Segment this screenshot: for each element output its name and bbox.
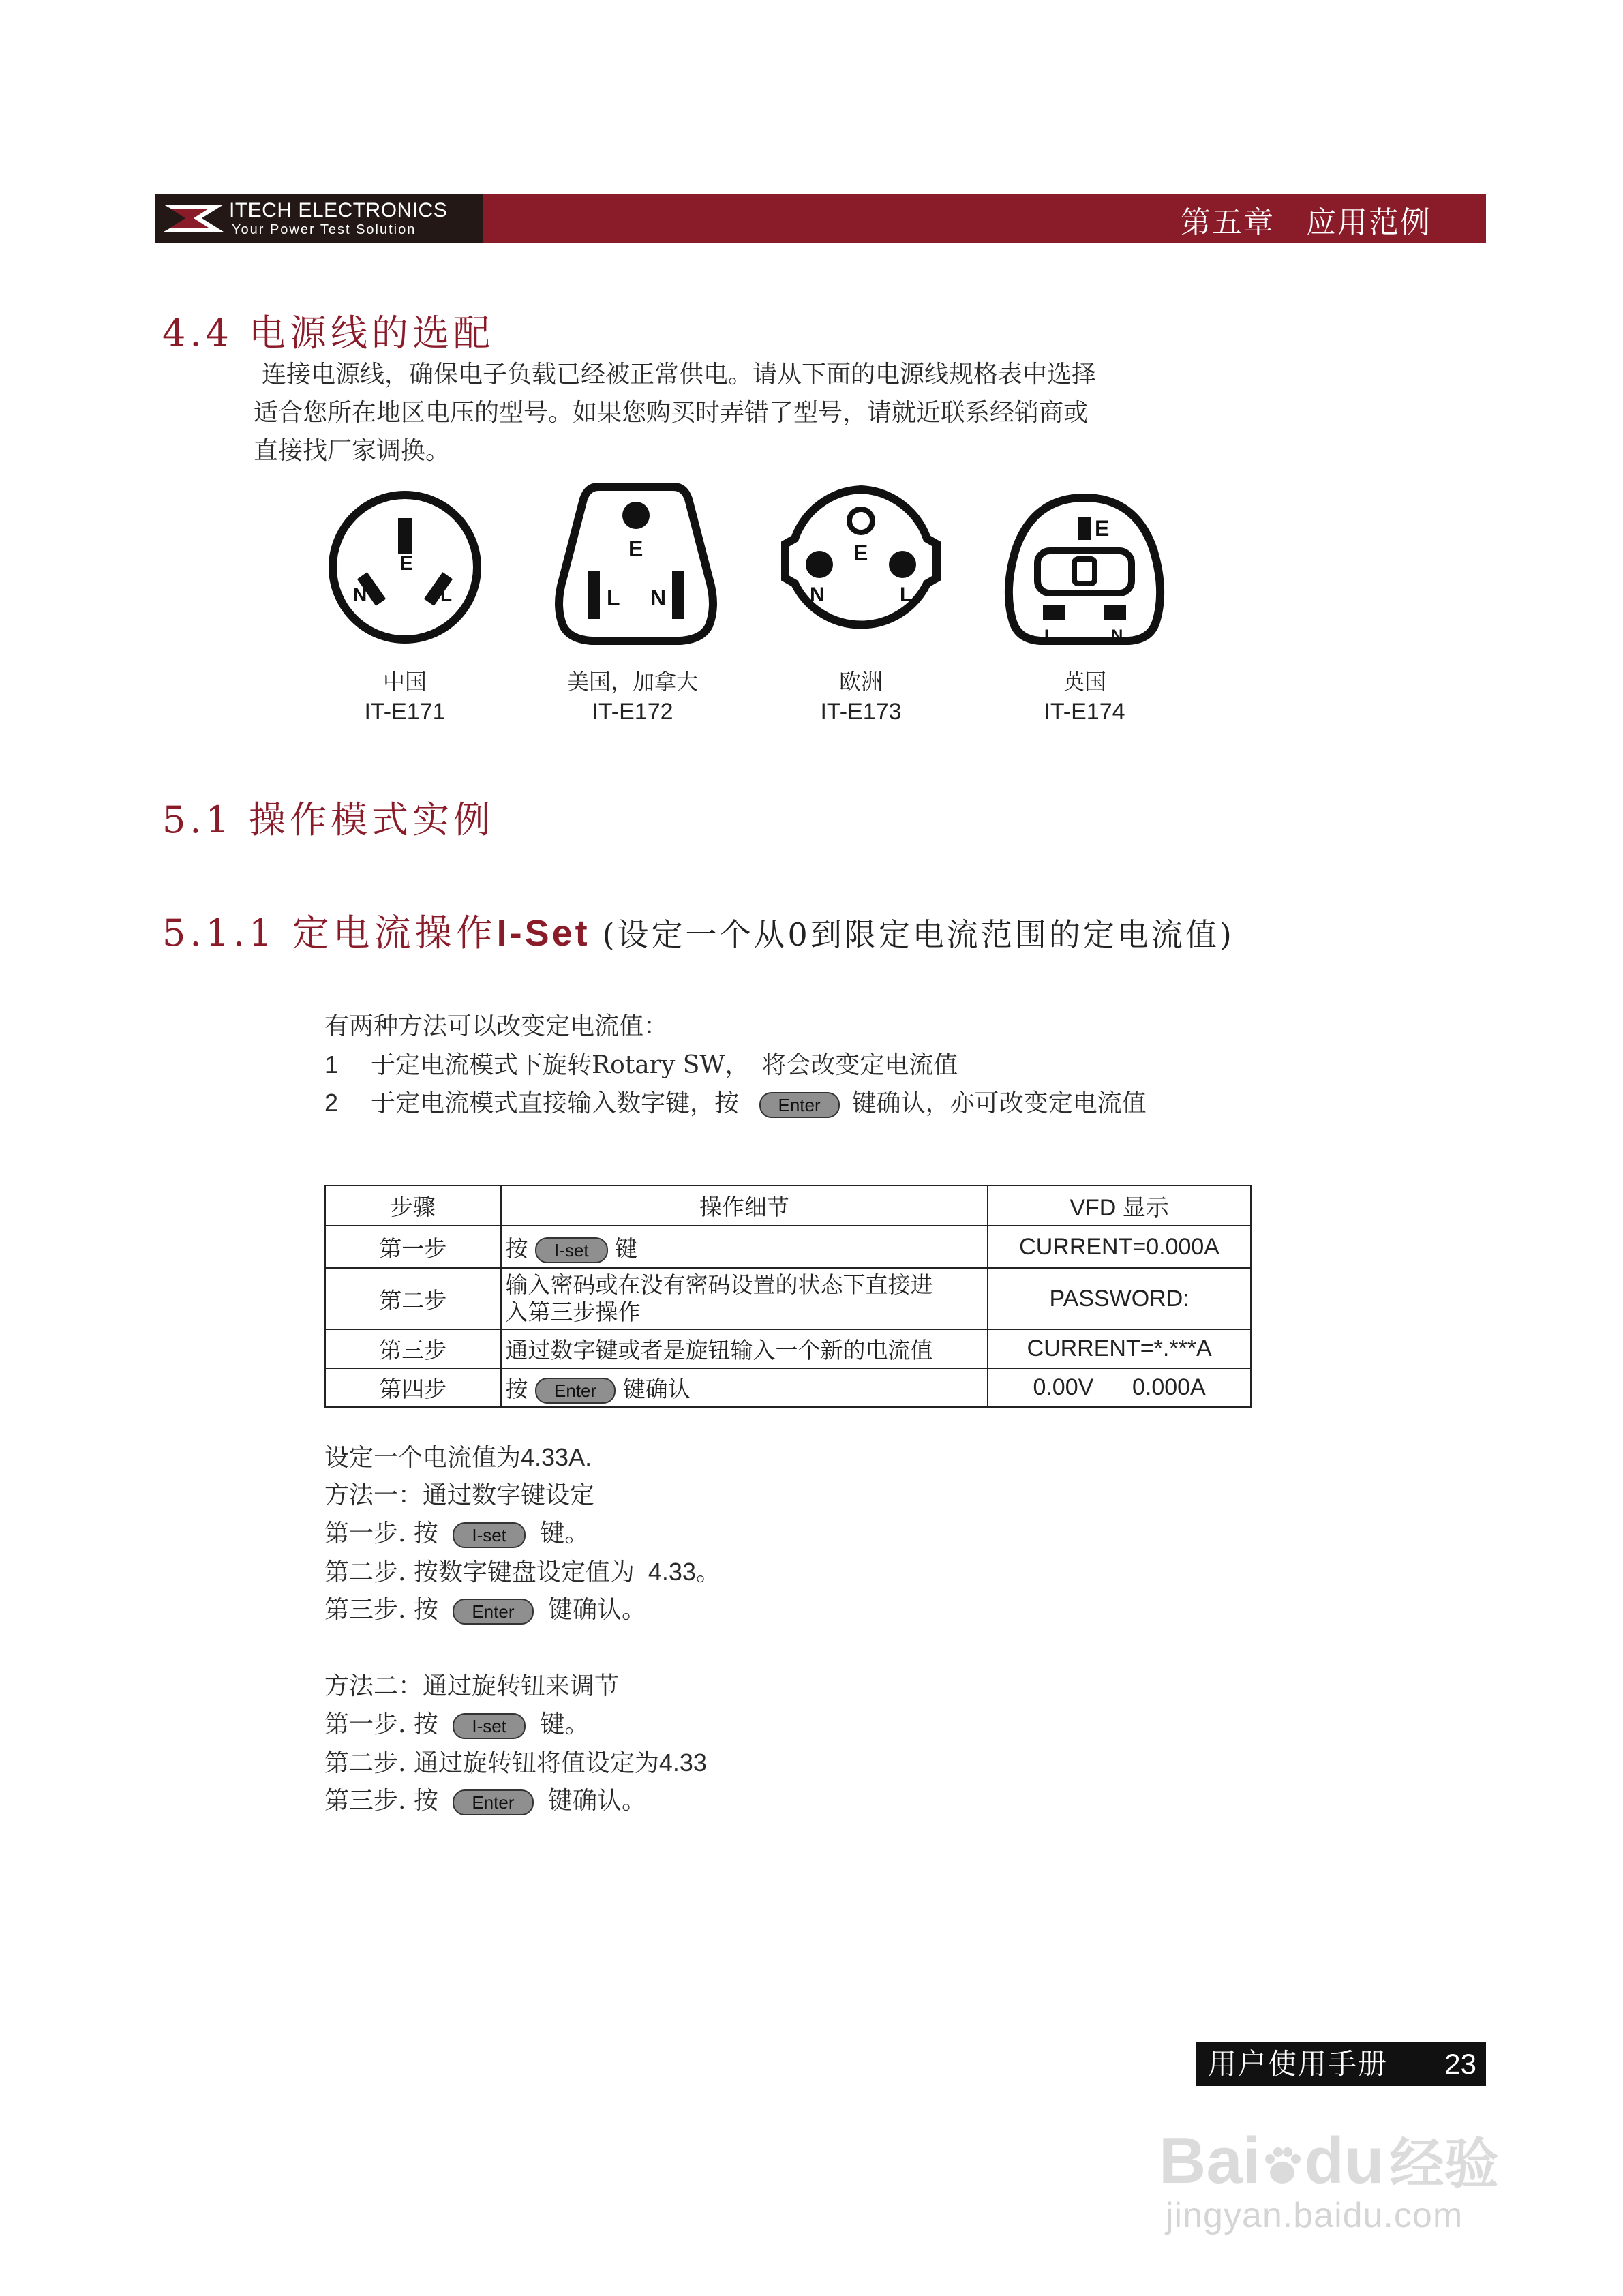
methods-intro: 有两种方法可以改变定电流值：: [324, 1012, 669, 1040]
method-2-number: 2: [324, 1089, 339, 1117]
method-2-step-2-value: 4.33: [658, 1749, 707, 1777]
table-cell-vfd: CURRENT=0.000A: [988, 1226, 1251, 1268]
method-1-text: 于定电流模式下旋转Rotary SW， 将会改变定电流值: [371, 1051, 958, 1079]
table-header-vfd: VFD 显示: [988, 1185, 1251, 1226]
table-row: [325, 1268, 1251, 1329]
method-1-step-3: [324, 1591, 646, 1629]
plug-uk-icon: [999, 488, 1170, 650]
method-1-step-2: [324, 1553, 721, 1592]
watermark-brand-c: 经验: [1389, 2132, 1499, 2196]
table-cell-vfd: CURRENT=*.***A: [988, 1329, 1251, 1368]
example-intro: [324, 1438, 592, 1477]
table-header-row: [325, 1185, 1251, 1226]
table-cell-detail: [501, 1226, 988, 1268]
method-1-step-1-text: 第一步. 按: [324, 1520, 438, 1547]
plug-europe-n-label: N: [810, 584, 825, 606]
page-number: 23: [1444, 2048, 1476, 2080]
section-5-1-1-title-prefix: 5.1.1 定电流操作: [162, 911, 497, 954]
footer-bar: [1196, 2042, 1486, 2086]
method-2-step-1-end: 键。: [540, 1710, 590, 1738]
paw-icon: [1260, 2144, 1304, 2188]
table-cell-vfd: 0.00V 0.000A: [988, 1368, 1251, 1407]
iset-key-button: I-set: [453, 1713, 526, 1739]
example-intro-text: 设定一个电流值为: [324, 1444, 521, 1472]
method-2-text-b: 键确认，亦可改变定电流值: [851, 1089, 1147, 1117]
method-1-number: 1: [324, 1051, 339, 1078]
method-2-title: 方法二：通过旋转钮来调节: [324, 1672, 620, 1700]
plug-europe-l-label: L: [900, 584, 913, 606]
table-cell-detail-pre: 按: [505, 1376, 528, 1402]
example-intro-value: 4.33A.: [521, 1443, 592, 1471]
plug-usa-region: 美国，加拿大: [566, 669, 698, 695]
table-cell-detail-post: 键: [615, 1235, 638, 1262]
method-1-step-1-end: 键。: [540, 1520, 590, 1547]
method-2-step-1: [324, 1706, 589, 1744]
table-row: [325, 1329, 1251, 1368]
table-cell-step: 第三步: [325, 1329, 501, 1368]
table-cell-detail: [501, 1368, 988, 1407]
itech-logo-icon: [161, 200, 226, 236]
enter-key-button: Enter: [759, 1092, 840, 1118]
plug-europe-e-label: E: [853, 541, 868, 565]
method-1-step-2-value: 4.33: [648, 1558, 696, 1586]
iset-key-button: I-set: [535, 1237, 608, 1263]
iset-key-button: I-set: [453, 1522, 526, 1548]
footer-title: 用户使用手册: [1208, 2047, 1389, 2081]
plug-china-n-label: N: [353, 584, 367, 605]
enter-key-button: Enter: [453, 1789, 533, 1815]
header-logo: [155, 194, 483, 243]
enter-key-button: Enter: [535, 1378, 616, 1404]
method-2-step-2-text: 第二步. 通过旋转钮将值设定为: [324, 1749, 659, 1777]
brand-tagline: Your Power Test Solution: [232, 222, 416, 237]
plug-uk-region: 英国: [1062, 669, 1106, 695]
plug-europe-icon: [776, 479, 946, 649]
plug-china-e-label: E: [399, 552, 414, 575]
method-2-text-a: 于定电流模式直接输入数字键，按: [371, 1089, 740, 1117]
chapter-title: 第五章 应用范例: [1181, 205, 1431, 240]
plug-china-region: 中国: [382, 669, 427, 695]
method-2-step-3-end: 键确认。: [547, 1787, 646, 1815]
plug-usa-e-label: E: [628, 537, 643, 561]
table-cell-step: 第四步: [325, 1368, 501, 1407]
method-1-step-2-text: 第二步. 按数字键盘设定值为: [324, 1558, 635, 1586]
enter-key-button: Enter: [453, 1599, 533, 1625]
plug-usa-l-label: L: [607, 586, 620, 610]
section-4-4-para-1: 连接电源线，确保电子负载已经被正常供电。请从下面的电源线规格表中选择: [262, 361, 1097, 389]
method-2-step-3-text: 第三步. 按: [324, 1787, 438, 1815]
section-4-4-para-2: 适合您所在地区电压的型号。如果您购买时弄错了型号，请就近联系经销商或: [254, 399, 1089, 427]
table-cell-detail-post: 键确认: [622, 1376, 691, 1402]
table-cell-detail-line-2: 入第三步操作: [505, 1299, 641, 1325]
watermark-brand-b: du: [1304, 2124, 1384, 2197]
table-row: [325, 1226, 1251, 1268]
method-2-line: [324, 1084, 1147, 1123]
table-cell-detail-line-1: 输入密码或在没有密码设置的状态下直接进: [505, 1271, 933, 1298]
plug-uk-l-label: L: [1044, 626, 1055, 645]
watermark-url: jingyan.baidu.com: [1166, 2196, 1463, 2235]
method-1-line: [324, 1046, 958, 1085]
table-cell-vfd: PASSWORD:: [988, 1268, 1251, 1329]
plug-europe-caption: [776, 667, 946, 727]
plug-uk-n-label: N: [1111, 626, 1123, 645]
plug-china-model: IT-E171: [364, 699, 446, 725]
method-1-step-1: [324, 1515, 589, 1553]
method-1-step-2-end: 。: [695, 1558, 721, 1586]
section-5-1-title: 5.1 操作模式实例: [162, 798, 495, 841]
plug-china-caption: [323, 667, 487, 727]
plug-usa-model: IT-E172: [592, 699, 673, 725]
table-cell-step: 第二步: [325, 1268, 501, 1329]
plug-usa-caption: [530, 667, 735, 727]
section-5-1-1-title-bold: I-Set: [496, 913, 590, 954]
method-1-step-3-end: 键确认。: [547, 1596, 646, 1624]
plug-china-l-label: L: [440, 584, 453, 605]
method-1-title: 方法一：通过数字键设定: [324, 1481, 595, 1509]
watermark-brand-a: Bai: [1159, 2124, 1261, 2197]
plug-uk-caption: [999, 667, 1170, 727]
section-5-1-1-title: [162, 904, 1234, 956]
plug-usa-icon: [551, 469, 721, 649]
plug-europe-region: 欧洲: [838, 669, 883, 695]
section-4-4-para-3: 直接找厂家调换。: [254, 437, 451, 465]
table-cell-detail-pre: 按: [505, 1235, 528, 1262]
table-cell-step: 第一步: [325, 1226, 501, 1268]
plug-europe-model: IT-E173: [820, 699, 902, 725]
plug-china-icon: [323, 485, 487, 649]
header-bar: [483, 194, 1486, 243]
table-cell-detail: 通过数字键或者是旋钮输入一个新的电流值: [501, 1329, 988, 1368]
section-5-1-1-title-suffix: (设定一个从0到限定电流范围的定电流值): [602, 916, 1234, 953]
operation-steps-table: [324, 1185, 1252, 1408]
method-2-step-2: [324, 1744, 707, 1783]
section-4-4-title: 4.4 电源线的选配: [162, 312, 495, 354]
brand-name: ITECH ELECTRONICS: [229, 199, 448, 222]
table-row: [325, 1368, 1251, 1407]
table-header-detail: 操作细节: [501, 1185, 988, 1226]
method-2-step-1-text: 第一步. 按: [324, 1710, 438, 1738]
baidu-watermark: [1159, 2124, 1541, 2236]
plug-uk-model: IT-E174: [1044, 699, 1125, 725]
method-1-step-3-text: 第三步. 按: [324, 1596, 438, 1624]
plug-uk-e-label: E: [1095, 516, 1110, 541]
table-cell-detail: [501, 1268, 988, 1329]
plug-usa-n-label: N: [650, 586, 667, 610]
method-2-step-3: [324, 1782, 646, 1820]
table-header-step: 步骤: [325, 1185, 501, 1226]
